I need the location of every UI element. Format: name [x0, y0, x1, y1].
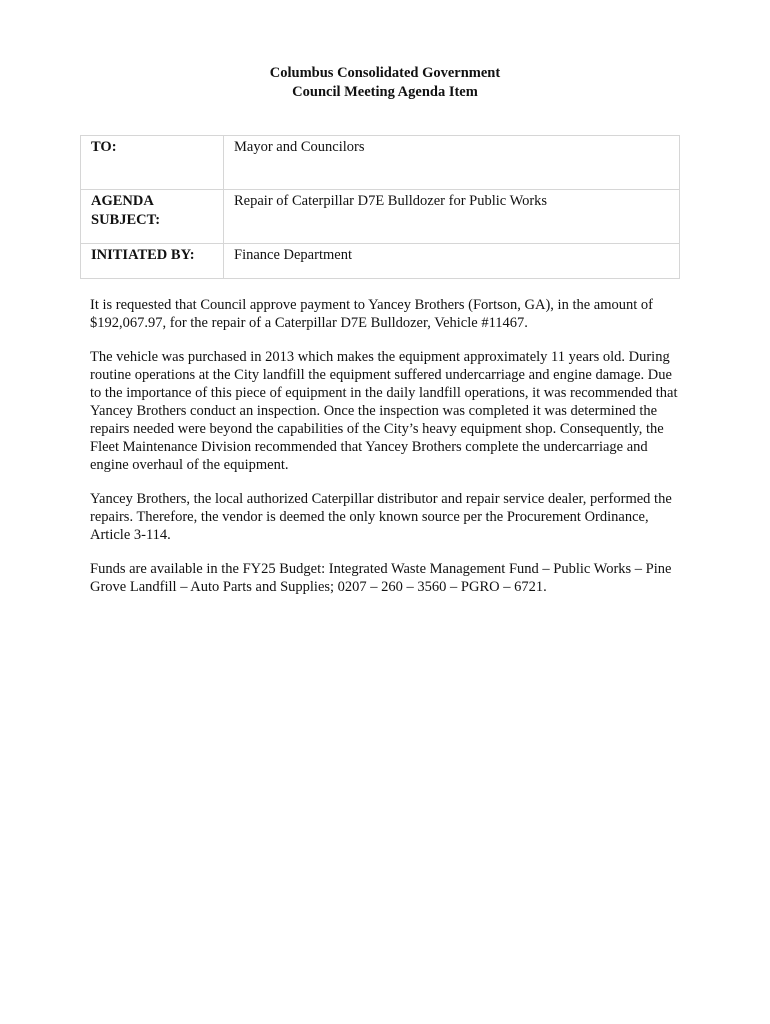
- paragraph-background: The vehicle was purchased in 2013 which makes the equipment approximately 11 years old. During routine operations at the City landfill the equipment suffered undercarriage and engine damage. Due to the importance of this piece of equipment in the daily landfill operations, it was recommended that Yancey Brothers conduct an inspection. Once the inspection was completed it was determined the repairs needed were beyond the capabilities of the City’s heavy equipment shop. Consequently, the Fleet Maintenance Division recommended that Yancey Brothers complete the undercarriage and engine overhaul of the equipment.: [90, 349, 678, 473]
- paragraph-funding: Funds are available in the FY25 Budget: Integrated Waste Management Fund – Public Works – Pine Grove Landfill – Auto Parts and Supplies; 0207 – 260 – 3560 – PGRO – 6721.: [90, 561, 672, 595]
- document-header: [0, 64, 770, 102]
- agenda-info-table: [80, 135, 680, 279]
- header-title: Columbus Consolidated Government: [269, 65, 501, 81]
- paragraph-request: It is requested that Council approve payment to Yancey Brothers (Fortson, GA), in the amount of $192,067.97, for the repair of a Caterpillar D7E Bulldozer, Vehicle #11467.: [90, 297, 653, 331]
- initiated-by-label: INITIATED BY:: [81, 244, 224, 279]
- subject-value: Repair of Caterpillar D7E Bulldozer for Public Works: [224, 190, 680, 244]
- subject-label: AGENDA SUBJECT:: [81, 190, 224, 244]
- header-subtitle: Council Meeting Agenda Item: [292, 84, 478, 100]
- table-row-initiated-by: [81, 244, 680, 279]
- paragraph-vendor: Yancey Brothers, the local authorized Caterpillar distributor and repair service dealer, performed the repairs. Therefore, the vendor is deemed the only known source per the Procurement Ordinance, Article 3-114.: [90, 491, 672, 543]
- to-value: Mayor and Councilors: [224, 136, 680, 190]
- to-label: TO:: [81, 136, 224, 190]
- table-row-to: [81, 136, 680, 190]
- table-row-subject: [81, 190, 680, 244]
- initiated-by-value: Finance Department: [224, 244, 680, 279]
- document-body: [90, 296, 685, 612]
